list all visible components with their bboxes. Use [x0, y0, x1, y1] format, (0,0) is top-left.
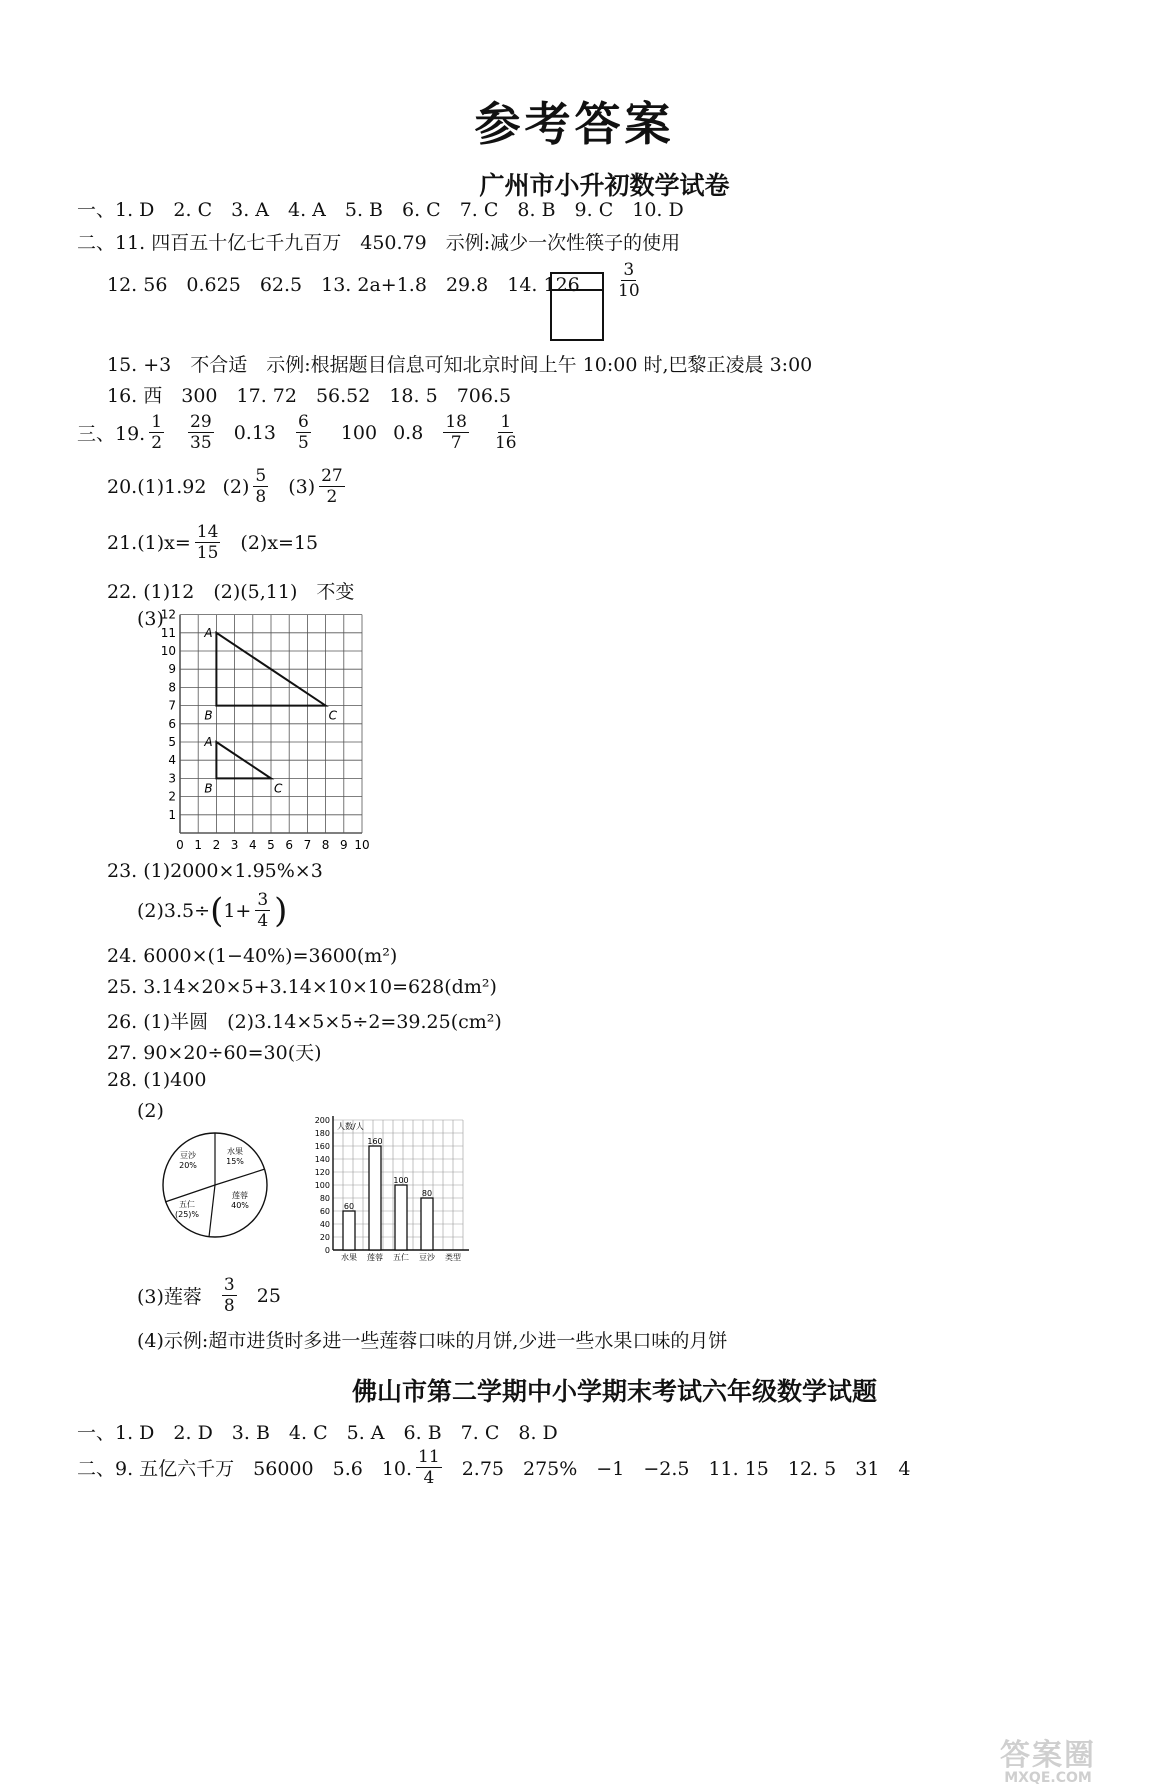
q19-item7-num: 18: [445, 412, 467, 432]
q21-part1-den: 15: [196, 543, 219, 563]
bar-y-tick: 40: [319, 1220, 330, 1229]
answer-q28-3: [137, 1275, 281, 1316]
grid-x-tick: 10: [354, 838, 370, 852]
bar-value-label: 80: [421, 1189, 433, 1198]
bar-y-tick: 20: [319, 1233, 330, 1242]
mooncake-bar-chart: [305, 1108, 475, 1268]
answer-q28-4: (4)示例:超市进货时多进一些莲蓉口味的月饼,少进一些水果口味的月饼: [137, 1330, 728, 1352]
q20-part3-num: 27: [321, 466, 343, 486]
q14-frac-num: 3: [623, 260, 635, 280]
answer-q16-18: 16. 西 300 17. 72 56.52 18. 5 706.5: [107, 385, 512, 407]
q28-3-num: 3: [223, 1275, 235, 1295]
bar-1: [369, 1146, 381, 1250]
answer-q1-10: 一、1. D 2. C 3. A 4. A 5. B 6. C 7. C 8. B 9. C 10. D: [77, 199, 684, 221]
answer-foshan-q1-8: 一、1. D 2. D 3. B 4. C 5. A 6. B 7. C 8. D: [77, 1422, 558, 1444]
q20-part1: (1)1.92: [137, 475, 207, 498]
answer-q27: 27. 90×20÷60=30(天): [107, 1042, 322, 1064]
grid-y-tick: 5: [168, 735, 176, 749]
q20-prefix: 20.: [107, 475, 138, 498]
q23-2-num: 3: [257, 890, 269, 910]
q14-rectangle-figure: [548, 270, 608, 345]
bar-value-label: 60: [343, 1202, 355, 1211]
grid-y-tick: 9: [168, 662, 176, 677]
grid-x-tick: 1: [194, 838, 203, 852]
q28-3-tail: 25: [256, 1284, 281, 1307]
triangle-small-label-a: A: [204, 735, 213, 749]
q19-item2-den: 35: [190, 433, 212, 453]
grid-x-tick: 6: [285, 838, 294, 852]
pie-label-dousha: 豆沙: [180, 1151, 196, 1160]
q20-part3-label: (3): [288, 475, 316, 498]
q22-part3-label: (3): [137, 608, 164, 630]
answer-q21: [107, 522, 318, 563]
watermark-title: 答案圈: [1000, 1738, 1096, 1773]
bar-y-tick: 120: [314, 1168, 330, 1177]
answer-q28-2-label: (2): [137, 1100, 164, 1122]
q21-part1-label: (1)x=: [137, 531, 191, 554]
bar-y-tick: 160: [314, 1142, 330, 1151]
q23-2-inner: 1+: [223, 899, 252, 922]
bar-category-label: 水果: [341, 1253, 357, 1262]
q28-3-text: (3)莲蓉: [137, 1286, 202, 1308]
pie-label-shuiguo: 水果: [227, 1147, 243, 1156]
q20-part2-num: 5: [255, 466, 267, 486]
q19-prefix: 三、19.: [77, 423, 146, 445]
q19-item1-den: 2: [151, 433, 163, 453]
section-heading-foshan: 佛山市第二学期中小学期末考试六年级数学试题: [351, 1377, 877, 1406]
bar-3: [421, 1198, 433, 1250]
grid-x-tick: 2: [212, 838, 221, 852]
q19-item8-num: 1: [500, 412, 512, 432]
q19-item7-den: 7: [450, 433, 462, 453]
foshan-q9-part-b: 2.75 275% −1 −2.5 11. 15 12. 5 31 4: [461, 1458, 911, 1480]
q21-part2: (2)x=15: [240, 531, 319, 554]
q21-prefix: 21.: [107, 531, 138, 554]
grid-y-tick: 7: [168, 698, 176, 713]
pie-pct-lianrong: 40%: [231, 1201, 249, 1210]
grid-y-tick: 1: [168, 807, 176, 822]
grid-y-tick: 3: [168, 771, 176, 786]
answer-q22: 22. (1)12 (2)(5,11) 不变: [107, 581, 355, 603]
triangle-large-label-c: C: [328, 708, 337, 723]
grid-y-tick: 12: [160, 607, 176, 622]
bar-value-label: 100: [393, 1176, 409, 1185]
pie-pct-dousha: 20%: [179, 1161, 197, 1170]
foshan-q9-part-a: 二、9. 五亿六千万 56000 5.6 10.: [77, 1458, 413, 1480]
q19-item5: 100: [340, 421, 378, 444]
bar-y-tick: 140: [314, 1155, 330, 1164]
grid-x-tick: 5: [267, 838, 275, 852]
q23-2-den: 4: [257, 911, 269, 931]
q19-item1-num: 1: [151, 412, 163, 432]
bar-y-tick: 180: [314, 1129, 330, 1138]
triangle-small-label-b: B: [204, 781, 213, 796]
q21-part1-num: 14: [196, 522, 219, 542]
bar-y-tick: 60: [319, 1207, 330, 1216]
pie-pct-shuiguo: 15%: [226, 1157, 244, 1166]
bar-category-label: 五仁: [393, 1253, 409, 1262]
answer-q25: 25. 3.14×20×5+3.14×10×10=628(dm²): [107, 976, 497, 998]
answer-q19: [77, 412, 523, 453]
answer-q26: 26. (1)半圆 (2)3.14×5×5÷2=39.25(cm²): [107, 1011, 502, 1033]
answer-foshan-q9-12: [77, 1447, 911, 1488]
q23-2-text: (2)3.5÷: [137, 899, 211, 922]
bar-y-axis-label: 人数/人: [337, 1122, 364, 1131]
watermark-url: MXQE.COM: [1004, 1770, 1092, 1786]
triangle-large-label-a: A: [204, 625, 213, 640]
q19-item8-den: 16: [494, 433, 517, 453]
grid-x-tick: 3: [230, 838, 239, 852]
answer-q24: 24. 6000×(1−40%)=3600(m²): [107, 945, 398, 967]
q20-part3-den: 2: [326, 487, 338, 507]
answer-q11: 二、11. 四百五十亿七千九百万 450.79 示例:减少一次性筷子的使用: [77, 232, 681, 254]
foshan-q10-num: 11: [418, 1447, 440, 1467]
grid-y-tick: 2: [168, 789, 176, 804]
answer-q28-1: 28. (1)400: [107, 1069, 207, 1091]
pie-label-wuren: 五仁: [179, 1200, 195, 1209]
bar-y-tick: 80: [319, 1194, 330, 1203]
answer-q20: [107, 466, 349, 507]
grid-y-tick: 8: [168, 680, 176, 695]
mooncake-pie-chart: [160, 1130, 270, 1240]
grid-x-tick: 4: [248, 838, 257, 852]
q22-coordinate-grid: [160, 605, 380, 855]
section-heading-guangzhou: 广州市小升初数学试卷: [479, 171, 730, 200]
bar-value-label: 160: [367, 1137, 383, 1146]
grid-y-tick: 4: [168, 753, 176, 768]
answer-q23-2: [137, 890, 287, 931]
page-title: 参考答案: [474, 97, 675, 151]
grid-x-tick: 0: [176, 838, 184, 852]
answer-q15: 15. +3 不合适 示例:根据题目信息可知北京时间上午 10:00 时,巴黎正凌晨 3:00: [107, 354, 813, 376]
grid-x-tick: 9: [339, 838, 348, 852]
bar-2: [395, 1185, 407, 1250]
watermark-logo: [1000, 1730, 1096, 1786]
bar-y-tick: 0: [324, 1246, 330, 1255]
grid-y-tick: 6: [168, 716, 176, 731]
pie-label-lianrong: 莲蓉: [232, 1191, 248, 1200]
grid-y-tick: 11: [160, 625, 176, 640]
answer-q12-14: 12. 56 0.625 62.5 13. 2a+1.8 29.8 14. 126: [107, 274, 580, 296]
foshan-q10-den: 4: [423, 1468, 435, 1488]
bar-y-tick: 100: [314, 1181, 330, 1190]
q19-item3: 0.13: [233, 421, 276, 444]
grid-x-tick: 8: [321, 838, 330, 852]
pie-pct-wuren: (25)%: [174, 1210, 200, 1219]
q23-left-paren: (: [210, 890, 224, 931]
bar-category-label: 莲蓉: [367, 1253, 383, 1262]
q14-fraction: [612, 260, 646, 301]
bar-x-axis-label: 类型: [445, 1253, 461, 1262]
q20-part2-label: (2): [222, 475, 250, 498]
grid-y-tick: 10: [160, 644, 176, 658]
q23-right-paren: ): [274, 890, 288, 931]
bar-0: [343, 1211, 355, 1250]
q19-item6: 0.8: [393, 421, 424, 444]
triangle-small-label-c: C: [274, 781, 283, 796]
bar-category-label: 豆沙: [419, 1253, 435, 1262]
q14-frac-den: 10: [618, 281, 640, 301]
q28-3-den: 8: [223, 1296, 235, 1316]
grid-x-tick: 7: [303, 838, 312, 852]
q19-item4-den: 5: [298, 433, 309, 453]
q20-part2-den: 8: [255, 487, 267, 507]
bar-y-tick: 200: [314, 1116, 330, 1125]
q19-item2-num: 29: [190, 412, 212, 432]
answer-q23-1: 23. (1)2000×1.95%×3: [107, 860, 323, 882]
q19-item4-num: 6: [298, 412, 309, 432]
triangle-large-label-b: B: [204, 708, 213, 723]
